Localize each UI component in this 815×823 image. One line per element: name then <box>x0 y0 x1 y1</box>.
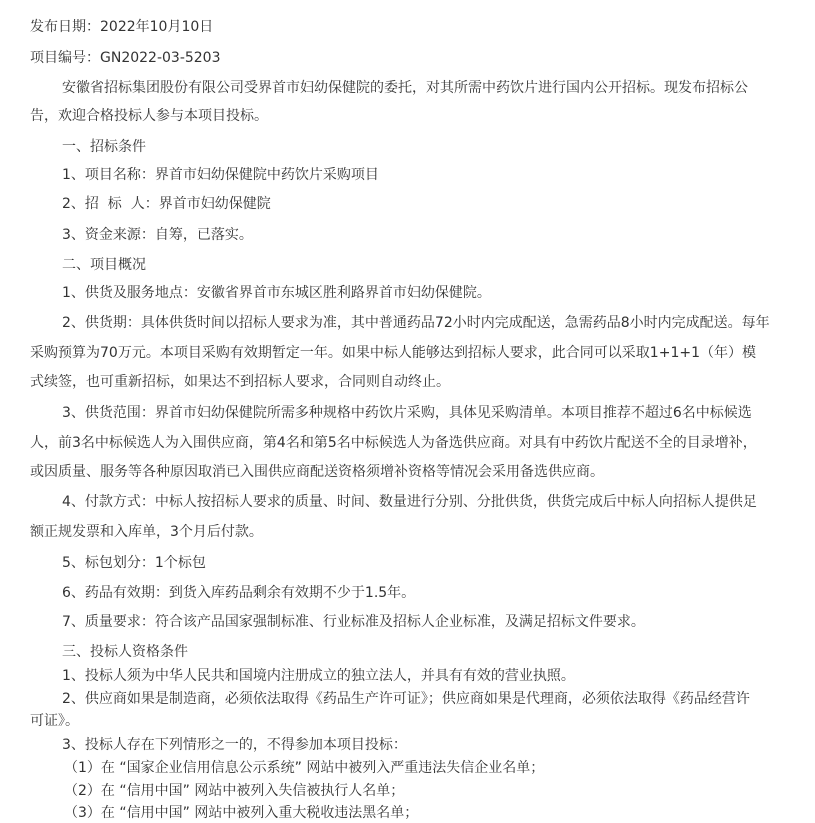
section3-item-3: 3、投标人存在下列情形之一的，不得参加本项目投标： <box>62 737 407 753</box>
section3-subitem-1: （1）在 “国家企业信用信息公示系统” 网站中被列入严重违法失信企业名单； <box>64 760 545 776</box>
section3-subitem-3: （3）在 “信用中国” 网站中被列入重大税收违法黑名单； <box>64 805 419 821</box>
section-heading-1: 一、招标条件 <box>62 139 146 155</box>
section2-item-2-line-3: 式续签，也可重新招标，如果达不到招标人要求，合同则自动终止。 <box>30 374 450 390</box>
section1-item-1: 1、项目名称：界首市妇幼保健院中药饮片采购项目 <box>62 167 379 183</box>
section2-item-2-line-1: 2、供货期：具体供货时间以招标人要求为准，其中普通药品72小时内完成配送，急需药品8小时内完成配送。每年 <box>62 315 770 331</box>
section2-item-3-line-2: 人，前3名中标候选人为入围供应商，第4名和第5名中标候选人为备选供应商。对具有中药饮片配送不全的目录增补， <box>30 435 757 451</box>
publish-date: 发布日期：2022年10月10日 <box>30 19 214 35</box>
intro-line-1: 安徽省招标集团股份有限公司受界首市妇幼保健院的委托，对其所需中药饮片进行国内公开招标。现发布招标公 <box>62 80 748 96</box>
section2-item-3-line-1: 3、供货范围：界首市妇幼保健院所需多种规格中药饮片采购，具体见采购清单。本项目推荐不超过6名中标候选 <box>62 405 752 421</box>
project-number: 项目编号：GN2022-03-5203 <box>30 50 221 66</box>
section2-item-5: 5、标包划分：1个标包 <box>62 555 206 571</box>
section2-item-2-line-2: 采购预算为70万元。本项目采购有效期暂定一年。如果中标人能够达到招标人要求，此合同可以采取1+1+1（年）模 <box>30 345 756 361</box>
section-heading-3: 三、投标人资格条件 <box>62 644 188 660</box>
section2-item-7: 7、质量要求：符合该产品国家强制标准、行业标准及招标人企业标准，及满足招标文件要求。 <box>62 614 645 630</box>
section2-item-6: 6、药品有效期：到货入库药品剩余有效期不少于1.5年。 <box>62 585 416 601</box>
section3-item-2-line-2: 可证》。 <box>30 713 79 729</box>
section3-subitem-2: （2）在 “信用中国” 网站中被列入失信被执行人名单； <box>64 783 405 799</box>
section1-item-2: 2、招 标 人：界首市妇幼保健院 <box>62 196 271 212</box>
section-heading-2: 二、项目概况 <box>62 257 146 273</box>
section2-item-3-line-3: 或因质量、服务等各种原因取消已入围供应商配送资格须增补资格等情况会采用备选供应商。 <box>30 464 604 480</box>
section2-item-4-line-2: 额正规发票和入库单，3个月后付款。 <box>30 524 263 540</box>
section2-item-1: 1、供货及服务地点：安徽省界首市东城区胜利路界首市妇幼保健院。 <box>62 285 491 301</box>
section3-item-2-line-1: 2、供应商如果是制造商，必须依法取得《药品生产许可证》；供应商如果是代理商，必须依法取得《药品经营许 <box>62 691 750 707</box>
section2-item-4-line-1: 4、付款方式：中标人按招标人要求的质量、时间、数量进行分别、分批供货，供货完成后中标人向招标人提供足 <box>62 494 757 510</box>
intro-line-2: 告，欢迎合格投标人参与本项目投标。 <box>30 108 268 124</box>
section1-item-3: 3、资金来源：自筹，已落实。 <box>62 227 253 243</box>
section3-item-1: 1、投标人须为中华人民共和国境内注册成立的独立法人，并具有有效的营业执照。 <box>62 668 575 684</box>
